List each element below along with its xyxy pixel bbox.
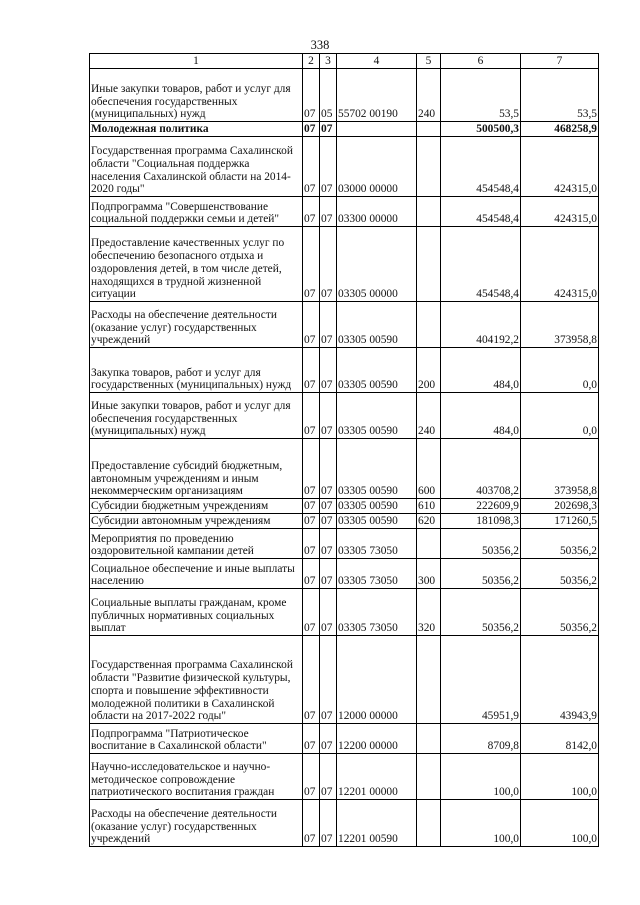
row-name: Расходы на обеспечение деятельности (оказание услуг) государственных учреждений [90, 302, 303, 348]
row-target-code: 03305 73050 [337, 529, 417, 559]
row-amount-2: 424315,0 [521, 197, 599, 227]
table-row [90, 439, 599, 499]
row-amount-1: 50356,2 [441, 589, 521, 636]
table-row [90, 197, 599, 227]
table-row [90, 559, 599, 589]
row-expense-type: 240 [417, 69, 441, 122]
row-subsection: 07 [320, 302, 337, 348]
row-subsection: 07 [320, 137, 337, 197]
row-name: Государственная программа Сахалинской области "Развитие физической культуры, спорта и повышение эффективности молодежной политики в Сахалинской области на 2017-2022 годы" [90, 636, 303, 724]
row-section: 07 [303, 69, 320, 122]
row-amount-1: 50356,2 [441, 559, 521, 589]
row-name: Предоставление субсидий бюджетным, автономным учреждениям и иным некоммерческим организациям [90, 439, 303, 499]
header-col-2: 2 [303, 54, 320, 69]
row-amount-1: 404192,2 [441, 302, 521, 348]
row-amount-2: 53,5 [521, 69, 599, 122]
row-amount-2: 0,0 [521, 393, 599, 439]
row-section: 07 [303, 636, 320, 724]
row-name: Иные закупки товаров, работ и услуг для обеспечения государственных (муниципальных) нужд [90, 393, 303, 439]
row-target-code: 03300 00000 [337, 197, 417, 227]
row-section: 07 [303, 137, 320, 197]
table-header-row [90, 54, 599, 69]
row-subsection: 07 [320, 636, 337, 724]
row-amount-2: 468258,9 [521, 122, 599, 137]
row-amount-1: 454548,4 [441, 137, 521, 197]
header-col-6: 6 [441, 54, 521, 69]
row-amount-2: 50356,2 [521, 559, 599, 589]
row-target-code: 03305 00590 [337, 393, 417, 439]
row-name: Закупка товаров, работ и услуг для государственных (муниципальных) нужд [90, 348, 303, 393]
row-subsection: 05 [320, 69, 337, 122]
row-target-code: 03000 00000 [337, 137, 417, 197]
row-subsection: 07 [320, 499, 337, 514]
row-expense-type [417, 197, 441, 227]
row-amount-2: 8142,0 [521, 724, 599, 754]
row-subsection: 07 [320, 348, 337, 393]
table-row [90, 724, 599, 754]
header-col-5: 5 [417, 54, 441, 69]
row-target-code: 12000 00000 [337, 636, 417, 724]
row-amount-2: 171260,5 [521, 514, 599, 529]
table-row [90, 754, 599, 800]
row-section: 07 [303, 589, 320, 636]
row-section: 07 [303, 393, 320, 439]
row-section: 07 [303, 439, 320, 499]
row-amount-1: 454548,4 [441, 227, 521, 302]
table-row [90, 122, 599, 137]
row-section: 07 [303, 197, 320, 227]
row-section: 07 [303, 724, 320, 754]
row-amount-2: 373958,8 [521, 439, 599, 499]
row-section: 07 [303, 800, 320, 847]
row-subsection: 07 [320, 393, 337, 439]
budget-table [89, 53, 599, 847]
table-row [90, 137, 599, 197]
row-name: Подпрограмма "Патриотическое воспитание в Сахалинской области" [90, 724, 303, 754]
row-amount-1: 484,0 [441, 393, 521, 439]
table-row [90, 69, 599, 122]
row-amount-2: 43943,9 [521, 636, 599, 724]
row-target-code: 03305 00590 [337, 439, 417, 499]
row-name: Мероприятия по проведению оздоровительной кампании детей [90, 529, 303, 559]
row-target-code: 03305 73050 [337, 589, 417, 636]
row-target-code: 03305 00590 [337, 514, 417, 529]
row-section: 07 [303, 559, 320, 589]
row-amount-2: 100,0 [521, 800, 599, 847]
row-name: Расходы на обеспечение деятельности (оказание услуг) государственных учреждений [90, 800, 303, 847]
row-expense-type [417, 227, 441, 302]
table-row [90, 302, 599, 348]
row-name: Молодежная политика [90, 122, 303, 137]
row-name: Социальное обеспечение и иные выплаты населению [90, 559, 303, 589]
row-subsection: 07 [320, 724, 337, 754]
row-amount-1: 403708,2 [441, 439, 521, 499]
row-amount-2: 50356,2 [521, 529, 599, 559]
row-expense-type [417, 529, 441, 559]
row-amount-2: 424315,0 [521, 227, 599, 302]
row-amount-1: 100,0 [441, 754, 521, 800]
row-amount-1: 100,0 [441, 800, 521, 847]
row-subsection: 07 [320, 514, 337, 529]
row-expense-type: 610 [417, 499, 441, 514]
row-section: 07 [303, 754, 320, 800]
table-row [90, 514, 599, 529]
table-row [90, 636, 599, 724]
row-amount-1: 181098,3 [441, 514, 521, 529]
row-amount-2: 50356,2 [521, 589, 599, 636]
row-name: Научно-исследовательское и научно-методическое сопровождение патриотического воспитания граждан [90, 754, 303, 800]
row-expense-type [417, 137, 441, 197]
row-section: 07 [303, 514, 320, 529]
row-subsection: 07 [320, 122, 337, 137]
row-expense-type: 600 [417, 439, 441, 499]
row-subsection: 07 [320, 800, 337, 847]
row-amount-1: 8709,8 [441, 724, 521, 754]
row-amount-1: 53,5 [441, 69, 521, 122]
row-amount-2: 0,0 [521, 348, 599, 393]
table-row [90, 589, 599, 636]
table-row [90, 529, 599, 559]
row-subsection: 07 [320, 589, 337, 636]
row-amount-2: 424315,0 [521, 137, 599, 197]
row-target-code: 03305 73050 [337, 559, 417, 589]
row-expense-type: 300 [417, 559, 441, 589]
header-col-1: 1 [90, 54, 303, 69]
row-amount-1: 500500,3 [441, 122, 521, 137]
header-col-3: 3 [320, 54, 337, 69]
row-name: Социальные выплаты гражданам, кроме публичных нормативных социальных выплат [90, 589, 303, 636]
table-row [90, 348, 599, 393]
row-section: 07 [303, 348, 320, 393]
row-name: Подпрограмма "Совершенствование социальной поддержки семьи и детей" [90, 197, 303, 227]
row-expense-type [417, 122, 441, 137]
row-subsection: 07 [320, 559, 337, 589]
row-target-code: 03305 00590 [337, 499, 417, 514]
row-section: 07 [303, 122, 320, 137]
row-amount-1: 454548,4 [441, 197, 521, 227]
table-row [90, 227, 599, 302]
row-name: Иные закупки товаров, работ и услуг для обеспечения государственных (муниципальных) нужд [90, 69, 303, 122]
row-target-code: 12201 00000 [337, 754, 417, 800]
row-target-code: 55702 00190 [337, 69, 417, 122]
row-target-code: 03305 00590 [337, 302, 417, 348]
row-expense-type: 200 [417, 348, 441, 393]
row-name: Государственная программа Сахалинской области "Социальная поддержка населения Сахалинской области на 2014-2020 годы" [90, 137, 303, 197]
row-amount-2: 373958,8 [521, 302, 599, 348]
row-section: 07 [303, 529, 320, 559]
row-subsection: 07 [320, 439, 337, 499]
row-expense-type [417, 636, 441, 724]
row-amount-2: 100,0 [521, 754, 599, 800]
row-expense-type: 620 [417, 514, 441, 529]
row-expense-type [417, 724, 441, 754]
row-section: 07 [303, 499, 320, 514]
row-expense-type: 320 [417, 589, 441, 636]
row-amount-1: 50356,2 [441, 529, 521, 559]
row-section: 07 [303, 227, 320, 302]
row-section: 07 [303, 302, 320, 348]
row-name: Субсидии автономным учреждениям [90, 514, 303, 529]
row-expense-type [417, 754, 441, 800]
row-target-code: 03305 00000 [337, 227, 417, 302]
row-target-code: 12200 00000 [337, 724, 417, 754]
row-expense-type [417, 302, 441, 348]
table-row [90, 800, 599, 847]
table-row [90, 393, 599, 439]
row-name: Предоставление качественных услуг по обеспечению безопасного отдыха и оздоровления детей, в том числе детей, находящихся в трудной жизненной ситуации [90, 227, 303, 302]
row-amount-2: 202698,3 [521, 499, 599, 514]
row-target-code: 03305 00590 [337, 348, 417, 393]
row-subsection: 07 [320, 197, 337, 227]
row-amount-1: 222609,9 [441, 499, 521, 514]
row-amount-1: 45951,9 [441, 636, 521, 724]
row-target-code: 12201 00590 [337, 800, 417, 847]
row-expense-type [417, 800, 441, 847]
table-row [90, 499, 599, 514]
header-col-7: 7 [521, 54, 599, 69]
row-subsection: 07 [320, 227, 337, 302]
row-subsection: 07 [320, 529, 337, 559]
row-name: Субсидии бюджетным учреждениям [90, 499, 303, 514]
row-subsection: 07 [320, 754, 337, 800]
header-col-4: 4 [337, 54, 417, 69]
row-expense-type: 240 [417, 393, 441, 439]
row-target-code [337, 122, 417, 137]
row-amount-1: 484,0 [441, 348, 521, 393]
page-number: 338 [310, 38, 330, 52]
